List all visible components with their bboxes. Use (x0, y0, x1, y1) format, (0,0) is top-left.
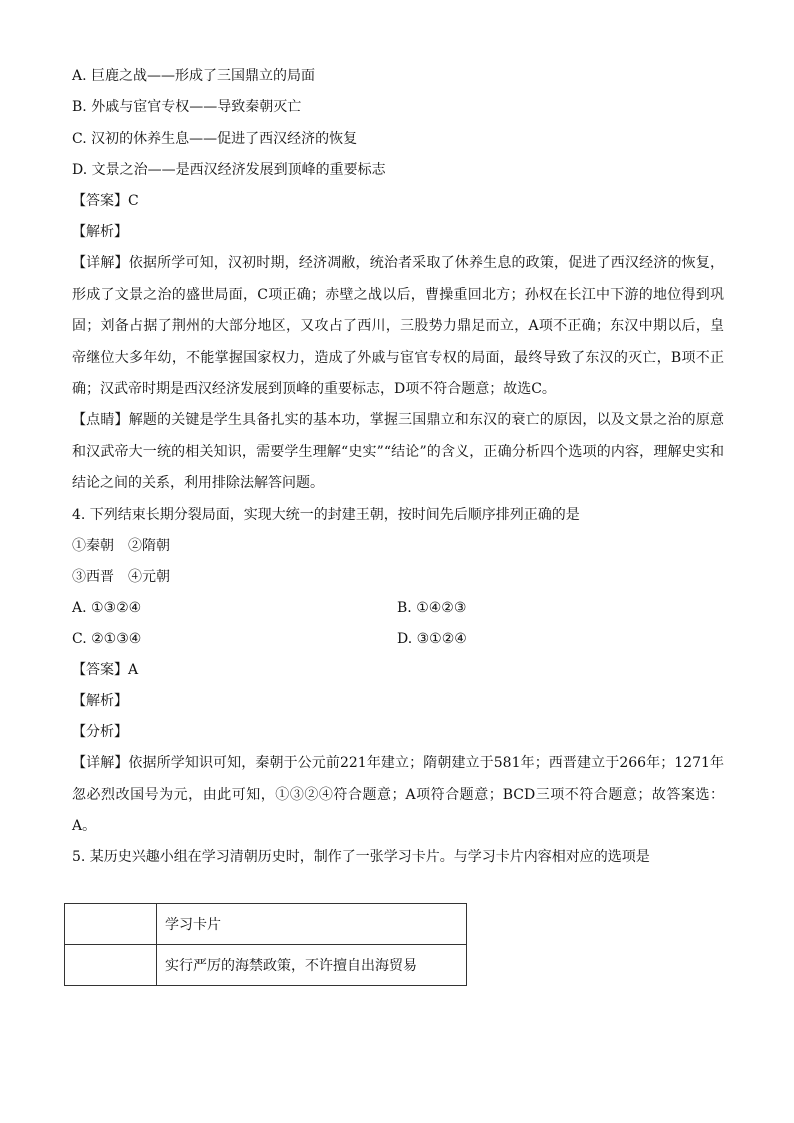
q4-stem: 4. 下列结束长期分裂局面，实现大统一的封建王朝，按时间先后顺序排列正确的是 (72, 507, 580, 523)
q4-items-line-2: ③西晋 ④元朝 (72, 569, 170, 585)
q3-option-a: A. 巨鹿之战——形成了三国鼎立的局面 (72, 68, 316, 84)
table-cell (65, 945, 157, 986)
table-row (65, 945, 467, 986)
table-row (65, 904, 467, 945)
q4-analysis-heading: 【解析】 (72, 693, 128, 709)
q3-option-b: B. 外戚与宦官专权——导致秦朝灭亡 (72, 99, 302, 115)
q4-option-d: D. ③①②④ (397, 631, 467, 647)
q3-detail: 【详解】依据所学可知，汉初时期，经济凋敝，统治者采取了休养生息的政策，促进了西汉经济的恢复，形成了文景之治的盛世局面，C项正确；赤壁之战以后，曹操重回北方；孙权在长江中下游的地位得到巩固；刘备占据了荆州的大部分地区，又攻占了西川，三股势力鼎足而立，A项不正确；东汉中期以后，皇帝继位大多年幼，不能掌握国家权力，造成了外戚与宦官专权的局面，最终导致了东汉的灭亡，B项不正确；汉武帝时期是西汉经济发展到顶峰的重要标志，D项不符合题意；故选C。 (72, 255, 724, 397)
q4-option-b: B. ①④②③ (397, 600, 467, 616)
table-cell-card-content: 实行严厉的海禁政策，不许擅自出海贸易 (157, 945, 467, 986)
table-cell (65, 904, 157, 945)
table-cell-card-title: 学习卡片 (157, 904, 467, 945)
q3-option-c: C. 汉初的休养生息——促进了西汉经济的恢复 (72, 131, 358, 147)
q3-answer: 【答案】C (72, 193, 139, 209)
q4-option-a: A. ①③②④ (72, 600, 142, 616)
study-card-table (64, 903, 467, 986)
q3-option-d: D. 文景之治——是西汉经济发展到顶峰的重要标志 (72, 162, 386, 178)
q5-stem: 5. 某历史兴趣小组在学习清朝历史时，制作了一张学习卡片。与学习卡片内容相对应的选项是 (72, 849, 650, 865)
q4-detail: 【详解】依据所学知识可知，秦朝于公元前221年建立；隋朝建立于581年；西晋建立于266年；1271年忽必烈改国号为元，由此可知，①③②④符合题意；A项符合题意；BCD三项不符合题意；故答案选：A。 (72, 755, 724, 834)
q3-tip: 【点睛】解题的关键是学生具备扎实的基本功，掌握三国鼎立和东汉的衰亡的原因，以及文景之治的原意和汉武帝大一统的相关知识，需要学生理解“史实”“结论”的含义，正确分析四个选项的内容，理解史实和结论之间的关系，利用排除法解答问题。 (72, 412, 724, 491)
q3-analysis-heading: 【解析】 (72, 224, 128, 240)
q4-fenxi-heading: 【分析】 (72, 724, 128, 740)
q4-answer: 【答案】A (72, 662, 139, 678)
q4-items-line-1: ①秦朝 ②隋朝 (72, 538, 170, 554)
q4-option-c: C. ②①③④ (72, 631, 142, 647)
